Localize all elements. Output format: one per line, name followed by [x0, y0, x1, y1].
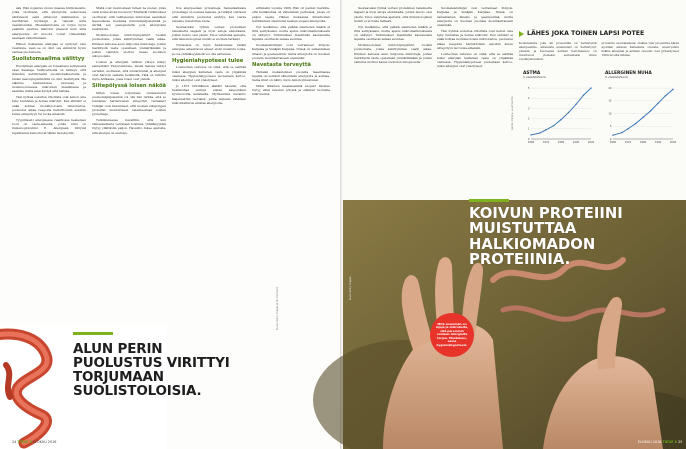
info-box-text-2: prosentin suomalaisista. Lisäksi viisi prosenttia kärsii ajoittain astman kaltaisista oireista. Aneurysmin lisäksi allergian ja astman osuudet ovat jyrkentyneet 1960-luvulta lähtien.	[601, 41, 679, 57]
paragraph: Seuraavaksi ryhmä vertasi proteiinien rakennetta laajasti ja löysi satoja ehdokkaita, joiden muoto osui yksiin. Tulos vahvistaa ajatusta, että immunologinen muisti ei erottele tarkasti.	[354, 6, 432, 23]
charts-area	[519, 67, 679, 167]
y-tick-label: 0	[609, 137, 612, 141]
data-point	[650, 110, 651, 111]
paragraph: Miksi tällainen maalaiselämä suojaa? Vastaus löytyy ehkä navetan pölystä ja eläinten tuomista mikrobeista.	[252, 83, 330, 97]
y-tick-label: 5	[527, 86, 530, 90]
issue-date: ELOKUU 2016	[33, 440, 57, 444]
article-column-2	[92, 6, 166, 322]
data-point	[635, 123, 636, 124]
y-tick-label: 3	[527, 107, 530, 111]
paragraph: Loisteorian vahvuus on siinä, että se selittää miksi allergian kaltainen vaste on ylipäänsä olemassa. Hygieniahypoteesi puolestaan kertoo, miksi allergiat ovat yleistyneet.	[437, 51, 513, 69]
data-point	[530, 134, 531, 135]
y-tick-label: 2	[527, 117, 530, 121]
data-point	[545, 129, 546, 130]
x-tick-label: 1960	[609, 141, 617, 144]
series-line	[531, 88, 591, 135]
page-folio-right	[638, 440, 682, 444]
paragraph: Loisten ja allergian välinen yhteys näkyy esimerkiksi Yhdysvalloissa, missä maissa tehdyt vertailut osoittavat, että loistartunnat ja allergiat ovat harvoin samalla henkilöllä. Tätä on tutkittu myös Afrikassa, jossa loiset ovat yleisiä.	[92, 60, 166, 81]
paragraph: Tyypillisesti allergisessa reaktiossa keskeinen rooli on vasta-aineella, jonka nimi on immunoglobuliini E. Allergiaan liittyvät tapahtumat kietoutuvat tähän molekyyliin.	[12, 117, 86, 135]
chart-title: ASTMA	[523, 71, 541, 76]
paragraph: artikkelin vuonna 1989. Hän oli pannut merkille, että heinänuhaa oli vähemmän perheissä, joissa oli paljon lapsia. Hänen mukaansa infektioiden levittäminen sisarusten kesken suojasi allergioilta.	[252, 6, 330, 23]
subheading: Suolistomaailma välittyy	[12, 56, 85, 63]
paragraph: Tuloksissa on myös heikkouksia: kaikki allergiaa aiheuttavat aineet eivät muistuta loisia, ja osa yhtäläisyyksistä voi olla sattumaa.	[172, 43, 246, 56]
magazine-name: TIEDE 8	[17, 440, 32, 444]
chart-source: Lähde: Allergia- ja astmaliitto	[511, 96, 514, 130]
article-column-6	[437, 6, 513, 196]
y-tick-label: 10	[608, 112, 612, 116]
paragraph: Tärkeää mekanismien puolelta maailmassa lapsilla oli selvästi vähemmän allergioita ja astmaa. Sama ilmiö on nähty myös Amish-yhteisöissä.	[252, 69, 330, 82]
y-tick-label: 5	[609, 125, 612, 129]
info-box-text-1: Koululaisista joka 40 prosentilla on herkistymä allergeenille. Aikuisista enemmistö on herkistynyt jollekin, ja Suomessa astman harvinaisuus on muuttunut yleiseksi sairaudeksi viime vuosikymmeninä.	[519, 41, 597, 61]
chart-subtitle: % väestöstä/Suomi	[523, 76, 546, 79]
photo-credit: Kuva: Getty Images	[349, 276, 352, 300]
x-tick-label: 2000	[587, 141, 595, 144]
paragraph: Seuraavaksi ryhmä vertasi proteiinien rakennetta laajasti ja löysi satoja ehdokkaita, joiden muoto osui yksiin. Tulos vahvistaa ajatusta, että immunologinen muisti ei erottele tarkasti.	[172, 24, 246, 42]
left-page	[0, 0, 340, 449]
callout-bubble	[430, 313, 474, 357]
paragraph: Tutkimuksessa havaittiin, että kun valkuaisaineita verrataan toisiinsa, yhtäläisyyksiä löytyy yllättävän paljon. Havainto tukee ajatusta, että allergia on erehdys.	[92, 117, 166, 135]
paragraph: Loisteorian vahvuus on siinä, että se selittää miksi allergian kaltainen vaste on ylipäänsä olemassa. Hygieniahypoteesi puolestaan kertoo, miksi allergiat ovat yleistyneet.	[172, 65, 246, 82]
paragraph: Monimuotoinen mikrobiympäristö ruokkii puolustusta, jonka kehittyminen vaatii aikaa. Ihmisen kehossa asuu miljoonia mikrobeja, joiden merkitystä vasta opetellaan ymmärtämään ja joiden vaikutus ulottuu kauas suoliston ulkopuolelle.	[92, 33, 166, 59]
paragraph: sää. Hän nojautuu muun muassa hiirikokeisiin, jotka osoittavat, että allergioita eukeroissa aktiivisesti sekä pilkkovat käärmeiden ja merihiirien myrkkyjä ja tekevät niitä vaarattomiksi. Mielenkiintoista on torjuu myös paahtiin puuttua mikrobit yleisesti kuin mitä allergioiden eri muodot voivat viimeistään saamaan vaikuttamaan.	[12, 6, 86, 40]
x-tick-label: 1990	[572, 141, 580, 144]
article-column-1	[12, 6, 86, 322]
info-box-title-text: LÄHES JOKA TOINEN LAPSI POTEE	[527, 30, 645, 37]
magazine-name: TIEDE 8	[662, 440, 678, 444]
x-tick-label: 1960	[527, 141, 535, 144]
article-column-5	[354, 6, 432, 196]
quote-accent-bar	[469, 199, 509, 202]
pull-quote: ALUN PERIN PUOLUSTUS VIRITTYI TORJUMAAN SUOLISTOLOISIA.	[73, 341, 230, 399]
image-credit: Kuvat: Getty Images ja Shutterstock	[276, 286, 279, 330]
paragraph: Nyt tiedämme, että pelkkä sisarusten määrä ei riitä selitykseksi, mutta ajatus mikrobialtistuksesta on säilynyt. Tutkimukset maatiloilla kasvaneista lapsista osoittavat samaa suuntaa.	[252, 24, 330, 42]
paragraph: Suomalaistutkijat ovat verranneet Pohjois-Karjalaa ja Venäjän Karjalaa. Niissä on samanlainen ilmasto ja geeniperimä, mutta allergioita on Suomen puolella moninkertaisesti enemmän.	[437, 6, 513, 27]
issue-date: ELOKUU 2016	[638, 440, 662, 444]
paragraph: Mistä ovat luonnostaan tulleet ne pienet, jotka eivät koske aivan huonoon? Edeltävät tutkimukset osoittavat, että vaihtelevien mikrobien saaminen lapsuudessa muokkaa immuunijärjestelmää ja siirtää sen painopistettä pois allergisista reaktioista.	[92, 6, 166, 32]
y-tick-label: 1	[527, 127, 530, 131]
data-point	[621, 132, 622, 133]
subheading: Navetasta terveyttä	[252, 62, 311, 68]
data-point	[627, 128, 628, 129]
paragraph: Jo 1873 brittiläinen lääkäri havaitsi, että heinänuhaa esiintyi eniten kaupunkien hyvinvoivilla asukkailla. Myöhemmin havainto laajennettiin teoriaksi, jonka mukaan vähäinen mikrobialtistus altistaa allergioille.	[172, 83, 246, 105]
x-tick-label: 1970	[542, 141, 550, 144]
paragraph: Miten loisen torjuntaan omistautunut puolustusjärjestelmä voi olla niin tarkka, että se tunnistaa harmittoman siitepölyn vieraaksi? Tutkijat ovat havainneet, että monien siitepölyjen proteiinit muistuttavat rakenteeltaan loisten proteiineja.	[92, 90, 166, 116]
x-tick-label: 1980	[639, 141, 647, 144]
y-tick-label: 20	[608, 86, 612, 90]
data-point	[612, 134, 613, 135]
paragraph: Hänen mukaansa allergiaa ei syntynyt vain reaktiona, vaan se on ollut osa elimistön hyvin vanhaa puolustusta.	[12, 41, 86, 54]
quote-accent-bar	[73, 332, 113, 335]
pull-quote-area	[0, 325, 230, 449]
data-point	[672, 89, 673, 90]
data-point	[568, 112, 569, 113]
data-point	[642, 117, 643, 118]
data-point	[553, 125, 554, 126]
x-tick-label: 1980	[557, 141, 565, 144]
chart-title: ALLERGINEN NUHA	[605, 71, 652, 76]
paragraph: Yksi nyhteä sodeltua vihollista ovat kehon oma kyky tunnistaa ja hoitaa mikrobit. Kun elimistö ei enää kohtaa monimuotoista mikrobistoa, puolustus alkaa reagoida harmittomiin asioihin kuten siitepölyyn tai ruoka-aineisiin.	[437, 28, 513, 50]
info-box-title	[519, 30, 679, 37]
page-folio	[12, 440, 56, 444]
paragraph: Nyt tiedämme, että pelkkä sisarusten määrä ei riitä selitykseksi, mutta ajatus mikrobialtistuksesta on säilynyt. Tutkimukset maatiloilla kasvaneista lapsista osoittavat samaa suuntaa.	[354, 24, 432, 42]
data-point	[657, 103, 658, 104]
info-box	[519, 30, 679, 61]
subheading: Hygieniahypoteesi tulee	[172, 57, 244, 64]
y-tick-label: 4	[527, 97, 530, 101]
paragraph: Hyödyllisen allergian en toisaalteisi selityksenä vaan haastaja. Vaihtoehtoilla on tärkeys, että ihmisten kehittyneillä suolistobakteereilla ja niiden kasvuympäristöillä on ollut merkitystä. Me elämme keskuudessa suuressa ja monimuotoisessa mikrobien maailmassa ja saamme niistä sekä hyötyä että haittaa.	[12, 63, 86, 94]
paragraph: Monimuotoinen mikrobiympäristö ruokkii puolustusta, jonka kehittyminen vaatii aikaa. Ihmisen kehossa asuu miljoonia mikrobeja, joiden merkitystä vasta opetellaan ymmärtämään ja joiden vaikutus ulottuu kauas suoliston ulkopuolelle.	[354, 43, 432, 64]
data-point	[583, 95, 584, 96]
subheading: Siitepölyssä loisen näköä	[92, 83, 167, 90]
info-box-body	[519, 41, 679, 61]
data-point	[590, 87, 591, 88]
data-point	[665, 95, 666, 96]
paragraph: Yksi nyhteä sodeltua vihollista ovat kehon oma kyky tunnistaa ja hoitaa mikrobit. Kun elimistö ei enää kohtaa monimuotoista mikrobistoa, puolustus alkaa reagoida harmittomiin asioihin kuten siitepölyyn tai ruoka-aineisiin.	[12, 95, 86, 116]
paragraph: Suomalaistutkijat ovat verranneet Pohjois-Karjalaa ja Venäjän Karjalaa. Niissä on samanlainen ilmasto ja geeniperimä, mutta allergioita on Suomen puolella moninkertaisesti enemmän.	[252, 43, 330, 60]
data-point	[575, 104, 576, 105]
paragraph: tiva allergeenien proteiineja. Samankaltaisia proteiineja on useissa lajeissa, ja tutkijat olettavat että elimistön puolustus erehtyy, kun vieras rakenne muistuttaa loista.	[172, 6, 246, 23]
x-tick-label: 2000	[669, 141, 677, 144]
page-number: 25	[678, 440, 683, 444]
y-tick-label: 0	[527, 137, 530, 141]
page-number: 24	[12, 440, 17, 444]
data-point	[539, 132, 540, 133]
y-tick-label: 15	[608, 99, 612, 103]
callout-text: Mitä enemmän on lajeja ja mikrobeita, sitä paremmin voidaan allergioita torjua. Maatalous, sama hygieniahypoteesi.	[435, 322, 469, 347]
chart-subtitle: % väestöstä/Suomi	[605, 76, 628, 79]
series-line	[613, 89, 673, 135]
data-point	[560, 119, 561, 120]
triangle-icon	[519, 31, 524, 37]
intestine-illustration	[0, 325, 62, 449]
photo-pull-quote: KOIVUN PROTEIINI MUISTUTTAA HALKIOMADON PROTEIINIA.	[469, 205, 623, 269]
x-tick-label: 1970	[624, 141, 632, 144]
x-tick-label: 1990	[654, 141, 662, 144]
